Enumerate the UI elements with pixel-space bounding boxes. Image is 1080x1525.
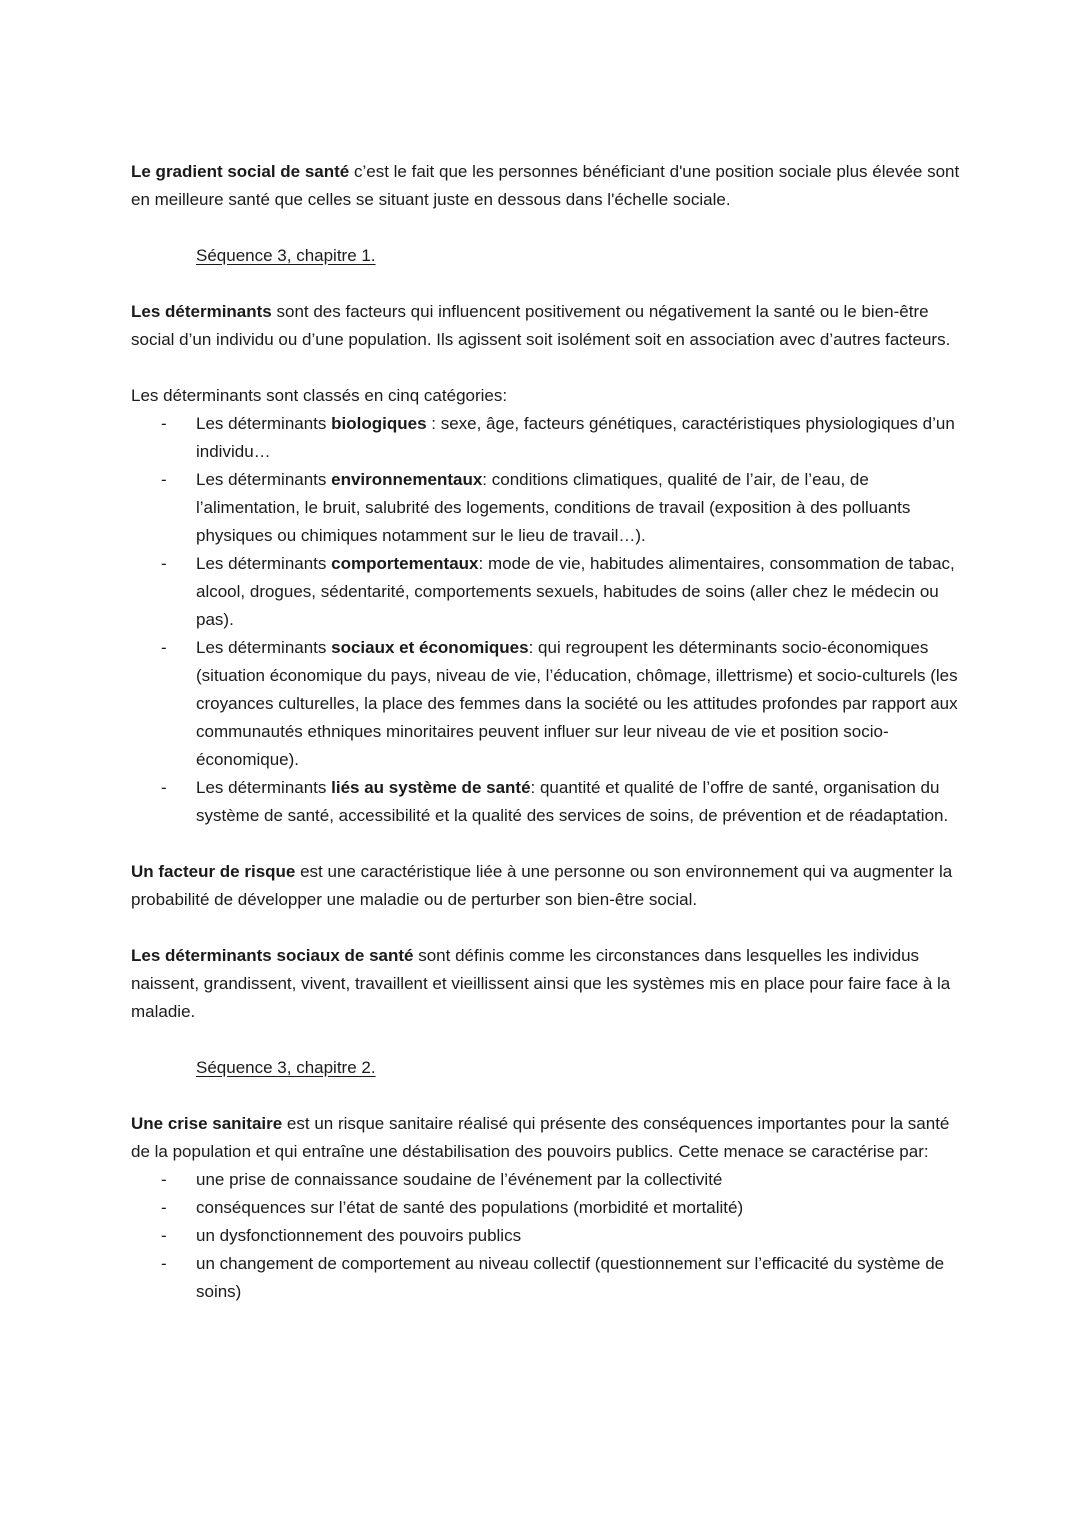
item-text: : conditions climatiques, qualité de l’air, de l’eau, de l’alimentation, le bruit, salubrité des logements, conditions de travail (exposition à des polluants physiques ou chimiques notamment sur le lieu de travail…). [196,470,911,545]
categories-list [131,410,961,830]
section-heading-seq1: Séquence 3, chapitre 1. [196,246,376,265]
definition-risk-factor [131,858,961,914]
item-text: un dysfonctionnement des pouvoirs publics [196,1226,522,1245]
dash-bullet: - [161,1254,167,1273]
item-text: : quantité et qualité de l’offre de santé, organisation du système de santé, accessibilité et la qualité des services de soins, de prévention et de réadaptation. [196,778,949,825]
item-text: conséquences sur l’état de santé des populations (morbidité et mortalité) [196,1198,744,1217]
categories-intro: Les déterminants sont classés en cinq catégories: [131,386,508,405]
definition-social-determinants [131,942,961,1026]
list-item [131,1222,961,1250]
item-text: : mode de vie, habitudes alimentaires, consommation de tabac, alcool, drogues, sédentarité, comportements sexuels, habitudes de soins (aller chez le médecin ou pas). [196,554,955,629]
term-crisis: Une crise sanitaire [131,1114,283,1133]
dash-bullet: - [161,778,167,797]
item-text: un changement de comportement au niveau collectif (questionnement sur l’efficacité du système de soins) [196,1254,945,1301]
list-item [131,1194,961,1222]
list-item [131,1166,961,1194]
list-item [131,410,961,466]
list-item [131,466,961,550]
dash-bullet: - [161,1170,167,1189]
term-risk-factor: Un facteur de risque [131,862,296,881]
dash-bullet: - [161,470,167,489]
item-text: une prise de connaissance soudaine de l’événement par la collectivité [196,1170,723,1189]
item-keyword: sociaux et économiques [331,638,529,657]
item-prefix: Les déterminants [196,470,332,489]
item-text: : qui regroupent les déterminants socio-économiques (situation économique du pays, niveau de vie, l’éducation, chômage, illettrisme) et socio-culturels (les croyances culturelles, la place des femmes dans la société ou les attitudes profondes par rapport aux communautés ethniques minoritaires peuvent influer sur leur niveau de vie et position socio-économique). [196,638,958,769]
definition-risk-text: est une caractéristique liée à une personne ou son environnement qui va augmenter la probabilité de développer une maladie ou de perturber son bien-être social. [131,862,953,909]
dash-bullet: - [161,1226,167,1245]
term-determinants: Les déterminants [131,302,272,321]
dash-bullet: - [161,1198,167,1217]
item-keyword: comportementaux [331,554,479,573]
item-prefix: Les déterminants [196,778,332,797]
item-prefix: Les déterminants [196,638,332,657]
definition-determinants [131,298,961,354]
definition-gradient-text: c’est le fait que les personnes bénéficiant d'une position sociale plus élevée sont en meilleure santé que celles se situant juste en dessous dans l'échelle sociale. [131,162,960,209]
definition-crisis-text: est un risque sanitaire réalisé qui présente des conséquences importantes pour la santé de la population et qui entraîne une déstabilisation des pouvoirs publics. Cette menace se caractérise par: [131,1114,950,1161]
dash-bullet: - [161,554,167,573]
term-gradient: Le gradient social de santé [131,162,350,181]
item-prefix: Les déterminants [196,554,332,573]
dash-bullet: - [161,414,167,433]
definition-gradient [131,158,961,214]
item-keyword: environnementaux [331,470,483,489]
definition-determinants-text: sont des facteurs qui influencent positivement ou négativement la santé ou le bien-être social d’un individu ou d’une population. Ils agissent soit isolément soit en association avec d’autres facteurs. [131,302,951,349]
crisis-block [131,1110,961,1306]
item-keyword: liés au système de santé [331,778,531,797]
list-item [131,774,961,830]
dash-bullet: - [161,638,167,657]
list-item [131,550,961,634]
section-heading-seq2: Séquence 3, chapitre 2. [196,1058,376,1077]
document-page [131,158,961,1306]
term-social-determinants: Les déterminants sociaux de santé [131,946,414,965]
definition-social-text: sont définis comme les circonstances dans lesquelles les individus naissent, grandissent, vivent, travaillent et vieillissent ainsi que les systèmes mis en place pour faire face à la maladie. [131,946,951,1021]
definition-crisis [131,1110,961,1166]
item-text: : sexe, âge, facteurs génétiques, caractéristiques physiologiques d’un individu… [196,414,955,461]
item-keyword: biologiques [331,414,427,433]
list-item [131,634,961,774]
categories-block [131,382,961,830]
crisis-list [131,1166,961,1306]
item-prefix: Les déterminants [196,414,332,433]
list-item [131,1250,961,1306]
